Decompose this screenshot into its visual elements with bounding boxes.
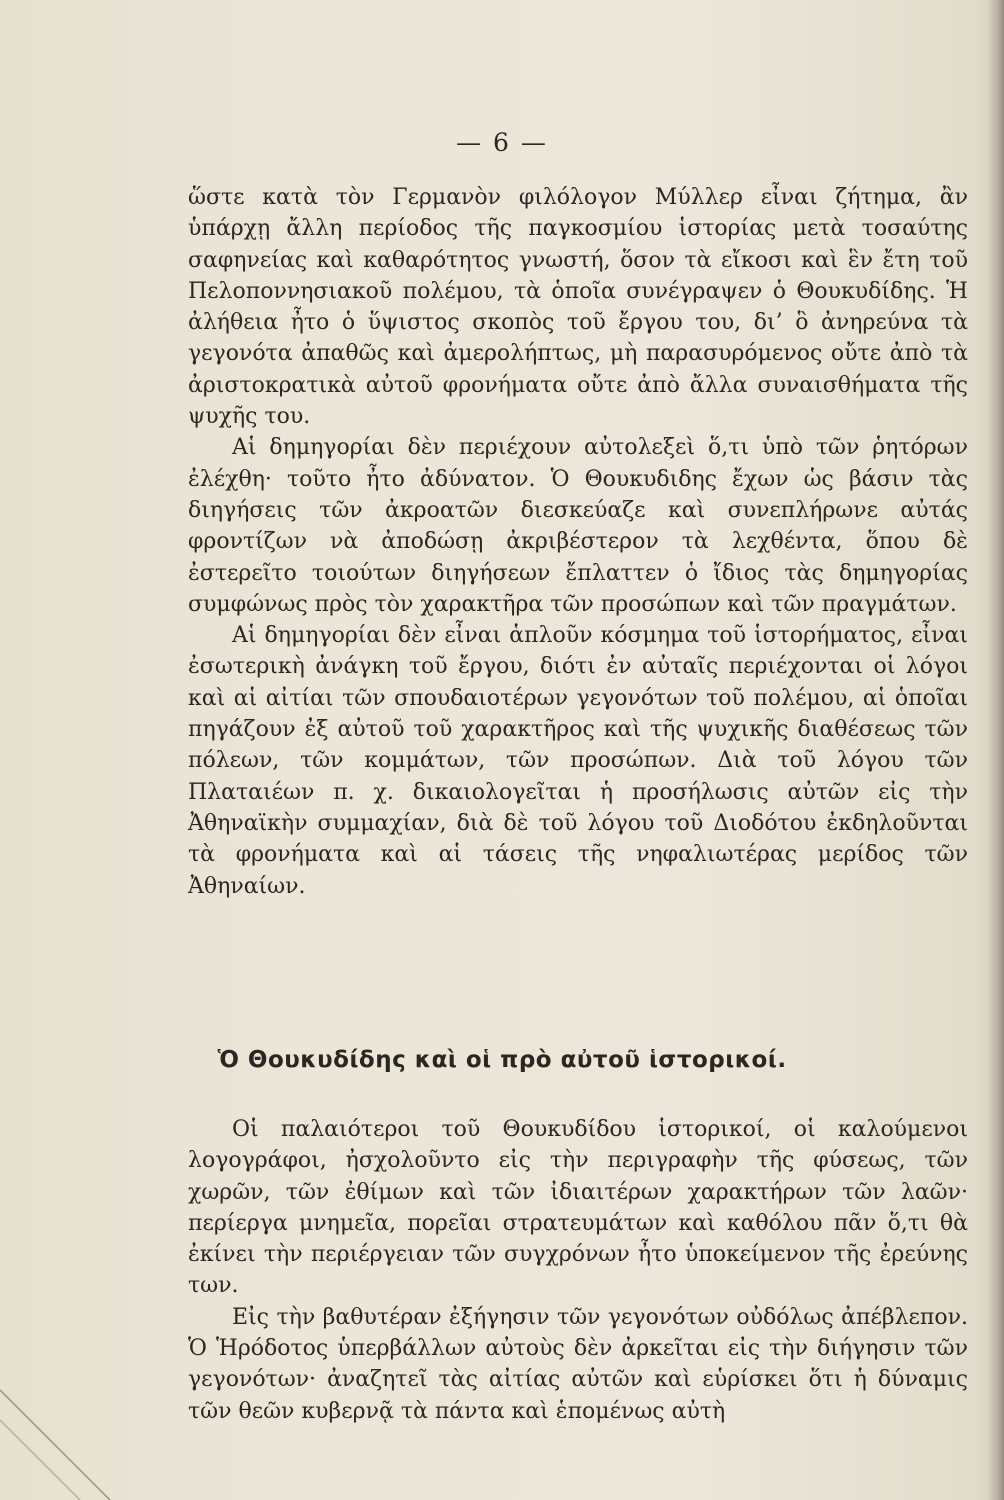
body-text-upper (188, 182, 968, 902)
section-heading: Ὁ Θουκυδίδης καὶ οἱ πρὸ αὐτοῦ ἱστορικοί. (217, 1047, 787, 1073)
paragraph: Αἱ δημηγορίαι δὲν εἶναι ἁπλοῦν κόσμημα τοῦ ἱστορήματος, εἶναι ἐσωτερικὴ ἀνάγκη τοῦ ἔργου, διότι ἐν αὐταῖς περιέχονται οἱ λόγοι καὶ αἱ αἰτίαι τῶν σπουδαιοτέρων γεγονότων τοῦ πολέμου, αἱ ὁποῖαι πηγάζουν ἐξ αὐτοῦ τοῦ χαρακτῆρος καὶ τῆς ψυχικῆς διαθέσεως τῶν πόλεων, τῶν κομμάτων, τῶν προσώπων. Διὰ τοῦ λόγου τῶν Πλαταιέων π. χ. δικαιολογεῖται ἡ προσήλωσις αὐτῶν εἰς τὴν Ἀθηναϊκὴν συμμαχίαν, διὰ δὲ τοῦ λόγου τοῦ Διοδότου ἐκδηλοῦνται τὰ φρονήματα καὶ αἱ τάσεις τῆς νηφαλιωτέρας μερίδος τῶν Ἀθηναίων. (188, 623, 968, 899)
body-text-lower (188, 1114, 968, 1427)
paragraph: ὥστε κατὰ τὸν Γερμανὸν φιλόλογον Μύλλερ εἶναι ζήτημα, ἂν ὑπάρχῃ ἄλλη περίοδος τῆς παγκοσμίου ἱστορίας μετὰ τοσαύτης σαφηνείας καὶ καθαρότητος γνωστή, ὅσον τὰ εἴκοσι καὶ ἓν ἔτη τοῦ Πελοποννησιακοῦ πολέμου, τὰ ὁποῖα συνέγραψεν ὁ Θουκυδίδης. Ἡ ἀλήθεια ἦτο ὁ ὕψιστος σκοπὸς τοῦ ἔργου του, δι’ ὃ ἀνηρεύνα τὰ γεγονότα ἀπαθῶς καὶ ἀμερολήπτως, μὴ παρασυρόμενος οὔτε ἀπὸ τὰ ἀριστοκρατικὰ αὐτοῦ φρονήματα οὔτε ἀπὸ ἄλλα συναισθήματα τῆς ψυχῆς του. (188, 185, 968, 430)
corner-fold-lines (0, 1380, 120, 1500)
page-edge-shadow (988, 0, 1004, 1500)
paragraph: Αἱ δημηγορίαι δὲν περιέχουν αὐτολεξεὶ ὅ,τι ὑπὸ τῶν ῥητόρων ἐλέχθη· τοῦτο ἦτο ἀδύνατον. Ὁ Θουκυδιδης ἔχων ὡς βάσιν τὰς διηγήσεις τῶν ἀκροατῶν διεσκεύαζε καὶ συνεπλήρωνε αὐτάς φροντίζων νὰ ἀποδώσῃ ἀκριβέστερον τὰ λεχθέντα, ὅπου δὲ ἐστερεῖτο τοιούτων διηγήσεων ἔπλαττεν ὁ ἴδιος τὰς δημηγορίας συμφώνως πρὸς τὸν χαρακτῆρα τῶν προσώπων καὶ τῶν πραγμάτων. (188, 435, 968, 617)
page-number: — 6 — (456, 128, 548, 157)
paragraph: Εἰς τὴν βαθυτέραν ἐξήγησιν τῶν γεγονότων οὐδόλως ἀπέβλεπον. Ὁ Ἡρόδοτος ὑπερβάλλων αὐτοὺς δὲν ἀρκεῖται εἰς τὴν διήγησιν τῶν γεγονότων· ἀναζητεῖ τὰς αἰτίας αὐτῶν καὶ εὑρίσκει ὅτι ἡ δύναμις τῶν θεῶν κυβερνᾷ τὰ πάντα καὶ ἑπομένως αὐτὴ (188, 1304, 968, 1424)
paragraph: Οἱ παλαιότεροι τοῦ Θουκυδίδου ἱστορικοί, οἱ καλούμενοι λογογράφοι, ἠσχολοῦντο εἰς τὴν περιγραφὴν τῆς φύσεως, τῶν χωρῶν, τῶν ἐθίμων καὶ τῶν ἰδιαιτέρων χαρακτήρων τῶν λαῶν· περίεργα μνημεῖα, πορεῖαι στρατευμάτων καὶ καθόλου πᾶν ὅ,τι θὰ ἐκίνει τὴν περιέργειαν τῶν συγχρόνων ἦτο ὑποκείμενον τῆς ἐρεύνης των. (188, 1117, 968, 1299)
